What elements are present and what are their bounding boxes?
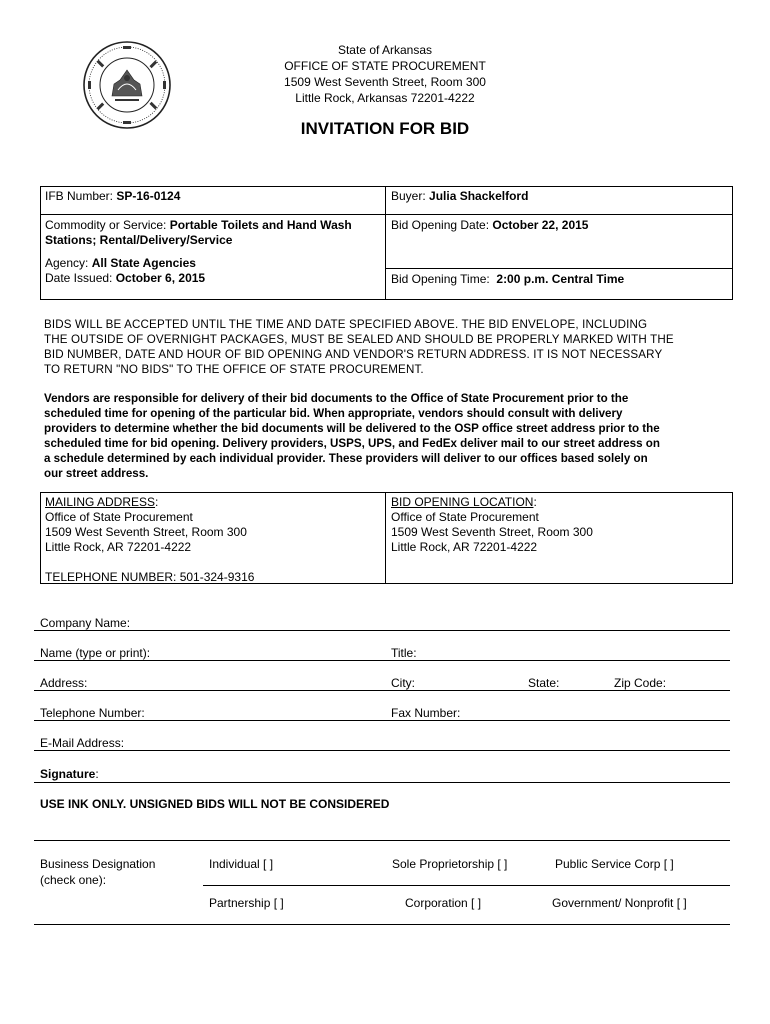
commodity-value-line1: Portable Toilets and Hand Wash xyxy=(169,218,352,232)
title-label: Title: xyxy=(391,646,417,660)
vendor-line-2: scheduled time for opening of the particular bid. When appropriate, vendors should consult with delivery xyxy=(44,407,623,420)
fax-label: Fax Number: xyxy=(391,706,461,720)
telephone-label: Telephone Number: xyxy=(40,706,145,720)
issued-value: October 6, 2015 xyxy=(115,271,206,285)
partnership-checkbox[interactable]: Partnership [ ] xyxy=(209,896,284,910)
mailing-heading-text: MAILING ADDRESS xyxy=(45,495,156,509)
opening-line-2: 1509 West Seventh Street, Room 300 xyxy=(391,525,593,539)
vendor-line-1: Vendors are responsible for delivery of their bid documents to the Office of State Procurement prior to the xyxy=(44,392,629,405)
commodity xyxy=(45,218,380,248)
opening-time-label: Bid Opening Time: xyxy=(391,272,490,286)
state-seal-icon xyxy=(82,40,172,130)
opening-date-label: Bid Opening Date: xyxy=(391,218,490,232)
vendor-line-4: scheduled time for bid opening. Delivery providers, USPS, UPS, and FedEx deliver mail to our street address on xyxy=(44,437,660,450)
public-service-corp-checkbox[interactable]: Public Service Corp [ ] xyxy=(555,857,674,871)
zip-label: Zip Code: xyxy=(614,676,667,690)
notice-line-1: BIDS WILL BE ACCEPTED UNTIL THE TIME AND DATE SPECIFIED ABOVE. THE BID ENVELOPE, INCLUDING xyxy=(44,318,648,331)
city-label: City: xyxy=(391,676,415,690)
commodity-label: Commodity or Service: xyxy=(45,218,167,232)
business-check-one-label: (check one): xyxy=(40,873,107,887)
agency-label: Agency: xyxy=(45,256,89,270)
bid-info-row-line xyxy=(40,214,733,215)
agency xyxy=(45,256,196,271)
opening-location-heading: BID OPENING LOCATION: xyxy=(391,495,537,509)
state-label: State: xyxy=(528,676,560,690)
header-city: Little Rock, Arkansas 72201-4222 xyxy=(295,91,475,105)
commodity-value-line2: Stations; Rental/Delivery/Service xyxy=(45,233,233,247)
corporation-checkbox[interactable]: Corporation [ ] xyxy=(405,896,482,910)
email-label: E-Mail Address: xyxy=(40,736,125,750)
vendor-line-5: a schedule determined by each individual provider. These providers will deliver to our offices based solely on xyxy=(44,452,648,465)
ifb-value: SP-16-0124 xyxy=(116,189,181,203)
government-nonprofit-checkbox[interactable]: Government/ Nonprofit [ ] xyxy=(552,896,687,910)
header-state: State of Arkansas xyxy=(337,43,433,57)
notice-line-3: BID NUMBER, DATE AND HOUR OF BID OPENING AND VENDOR'S RETURN ADDRESS. IT IS NOT NECESSARY xyxy=(44,348,663,361)
vendor-line-6: our street address. xyxy=(44,467,149,480)
date-issued xyxy=(45,271,205,286)
signature-label-text: Signature xyxy=(40,767,96,781)
notice-line-2: THE OUTSIDE OF OVERNIGHT PACKAGES, MUST BE SEALED AND SHOULD BE PROPERLY MARKED WITH THE xyxy=(44,333,674,346)
ifb-number xyxy=(45,189,180,204)
name-title-field[interactable] xyxy=(34,660,730,661)
opening-line-1: Office of State Procurement xyxy=(391,510,539,524)
telephone-number: TELEPHONE NUMBER: 501-324-9316 xyxy=(45,570,255,584)
opening-heading-text: BID OPENING LOCATION xyxy=(391,495,534,509)
header-office: OFFICE OF STATE PROCUREMENT xyxy=(284,59,486,73)
company-name-field[interactable] xyxy=(34,630,730,631)
buyer-label: Buyer: xyxy=(391,189,426,203)
name-label: Name (type or print): xyxy=(40,646,151,660)
header-street: 1509 West Seventh Street, Room 300 xyxy=(284,75,486,89)
telephone-fax-field[interactable] xyxy=(34,720,730,721)
vendor-line-3: providers to determine whether the bid documents will be delivered to the OSP office street address prior to the xyxy=(44,422,660,435)
signature-label: Signature: xyxy=(40,767,99,781)
opening-date xyxy=(391,218,588,233)
bid-info-divider xyxy=(385,186,386,300)
address-field[interactable] xyxy=(34,690,730,691)
bid-info-right-line xyxy=(385,268,733,269)
buyer-value: Julia Shackelford xyxy=(429,189,529,203)
document-title: INVITATION FOR BID xyxy=(300,119,470,138)
agency-value: All State Agencies xyxy=(91,256,196,270)
company-name-label: Company Name: xyxy=(40,616,131,630)
business-bottom-line xyxy=(34,924,730,925)
issued-label: Date Issued: xyxy=(45,271,113,285)
opening-date-value: October 22, 2015 xyxy=(492,218,589,232)
business-row-line xyxy=(203,885,730,886)
opening-time-value: 2:00 p.m. Central Time xyxy=(496,272,625,286)
mailing-line-2: 1509 West Seventh Street, Room 300 xyxy=(45,525,247,539)
mailing-line-3: Little Rock, AR 72201-4222 xyxy=(45,540,192,554)
business-designation-label: Business Designation xyxy=(40,857,156,871)
opening-line-3: Little Rock, AR 72201-4222 xyxy=(391,540,538,554)
email-field[interactable] xyxy=(34,750,730,751)
address-divider xyxy=(385,492,386,584)
buyer xyxy=(391,189,528,204)
ink-notice: USE INK ONLY. UNSIGNED BIDS WILL NOT BE CONSIDERED xyxy=(40,797,390,811)
individual-checkbox[interactable]: Individual [ ] xyxy=(209,857,274,871)
ink-notice-line xyxy=(34,840,730,841)
opening-time xyxy=(391,272,624,287)
notice-line-4: TO RETURN "NO BIDS" TO THE OFFICE OF STATE PROCUREMENT. xyxy=(44,363,424,376)
address-label: Address: xyxy=(40,676,88,690)
ifb-label: IFB Number: xyxy=(45,189,114,203)
mailing-heading: MAILING ADDRESS: xyxy=(45,495,159,509)
sole-proprietorship-checkbox[interactable]: Sole Proprietorship [ ] xyxy=(392,857,508,871)
signature-field[interactable] xyxy=(34,782,730,783)
mailing-line-1: Office of State Procurement xyxy=(45,510,193,524)
